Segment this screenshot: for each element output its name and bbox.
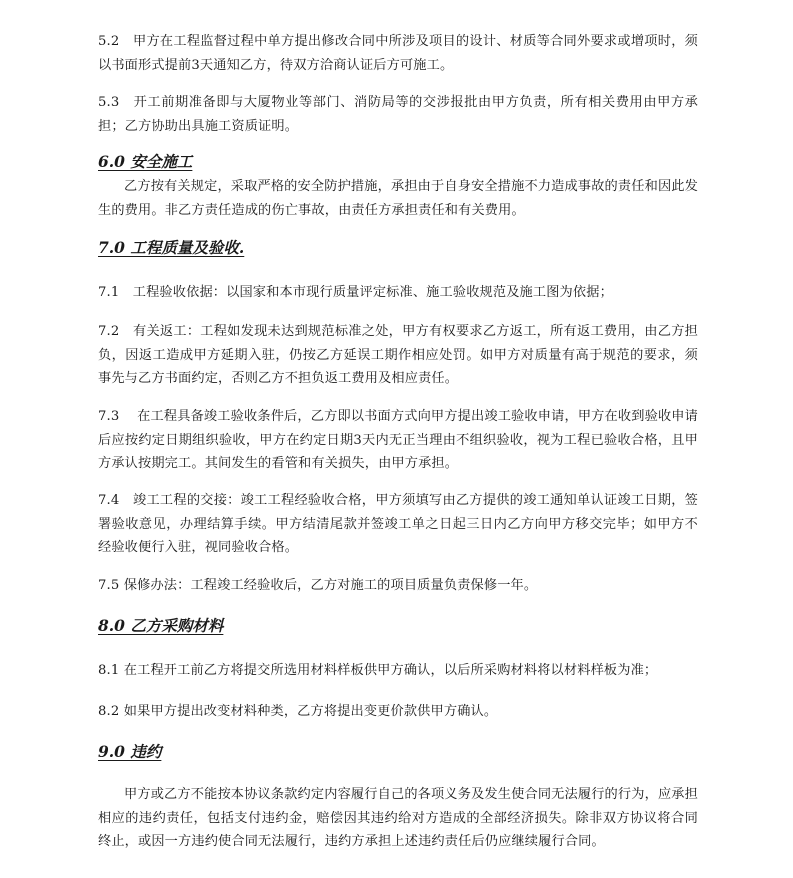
clause-8-1: 8.1 在工程开工前乙方将提交所选用材料样板供甲方确认，以后所采购材料将以材料样板为准；	[98, 663, 658, 678]
section-6-body: 乙方按有关规定，采取严格的安全防护措施，承担由于自身安全措施不力造成事故的责任和因此发生的费用。非乙方责任造成的伤亡事故，由责任方承担责任和有关费用。	[98, 179, 698, 218]
clause-7-3: 7.3 在工程具备竣工验收条件后，乙方即以书面方式向甲方提出竣工验收申请，甲方在收到验收申请后应按约定日期组织验收，甲方在约定日期3天内无正当理由不组织验收，视为工程已验收合格，且甲方承认按期完工。其间发生的看管和有关损失，由甲方承担。	[98, 409, 698, 471]
section-heading-9: 9.0 违约	[98, 742, 162, 761]
clause-7-4: 7.4 竣工工程的交接：竣工工程经验收合格，甲方须填写由乙方提供的竣工通知单认证竣工日期，签署验收意见，办理结算手续。甲方结清尾款并签竣工单之日起三日内乙方向甲方移交完毕；如甲方不经验收便行入驻，视同验收合格。	[98, 493, 698, 555]
section-9-body: 甲方或乙方不能按本协议条款约定内容履行自己的各项义务及发生使合同无法履行的行为，应承担相应的违约责任，包括支付违约金，赔偿因其违约给对方造成的全部经济损失。除非双方协议将合同终止，或因一方违约使合同无法履行，违约方承担上述违约责任后仍应继续履行合同。	[98, 787, 698, 849]
clause-7-5: 7.5 保修办法：工程竣工经验收后，乙方对施工的项目质量负责保修一年。	[98, 578, 538, 593]
section-heading-6: 6.0 安全施工	[98, 152, 193, 171]
clause-8-2: 8.2 如果甲方提出改变材料种类，乙方将提出变更价款供甲方确认。	[98, 704, 498, 719]
section-heading-8: 8.0 乙方采购材料	[98, 616, 224, 635]
clause-7-1: 7.1 工程验收依据：以国家和本市现行质量评定标准、施工验收规范及施工图为依据；	[98, 285, 613, 300]
clause-7-2: 7.2 有关返工：工程如发现未达到规范标准之处，甲方有权要求乙方返工，所有返工费用，由乙方担负，因返工造成甲方延期入驻，仍按乙方延误工期作相应处罚。如甲方对质量有高于规范的要求，须事先与乙方书面约定，否则乙方不担负返工费用及相应责任。	[98, 324, 698, 386]
section-heading-7: 7.0 工程质量及验收.	[98, 238, 245, 257]
clause-5-3: 5.3 开工前期准备即与大厦物业等部门、消防局等的交涉报批由甲方负责，所有相关费用由甲方承担；乙方协助出具施工资质证明。	[98, 95, 698, 134]
clause-5-2: 5.2 甲方在工程监督过程中单方提出修改合同中所涉及项目的设计、材质等合同外要求或增项时，须以书面形式提前3天通知乙方，待双方洽商认证后方可施工。	[98, 34, 698, 73]
